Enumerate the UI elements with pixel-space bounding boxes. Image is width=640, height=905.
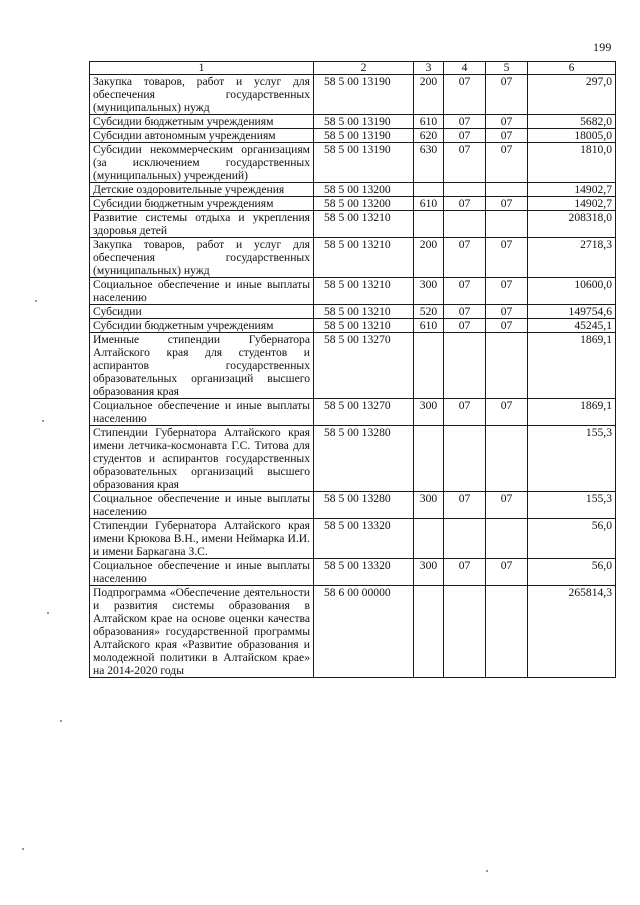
row-amount: 56,0 <box>528 559 616 586</box>
row-name: Детские оздоровительные учреждения <box>90 183 314 197</box>
row-subsection: 07 <box>486 492 528 519</box>
column-header: 1 <box>90 62 314 75</box>
row-subsection <box>486 211 528 238</box>
row-amount: 155,3 <box>528 492 616 519</box>
row-section: 07 <box>444 399 486 426</box>
row-subsection: 07 <box>486 319 528 333</box>
row-expense-type: 610 <box>414 115 444 129</box>
row-section: 07 <box>444 129 486 143</box>
row-expense-type <box>414 519 444 559</box>
row-subsection: 07 <box>486 75 528 115</box>
row-section: 07 <box>444 278 486 305</box>
row-section <box>444 211 486 238</box>
row-code: 58 5 00 13210 <box>314 211 414 238</box>
row-expense-type: 610 <box>414 197 444 211</box>
table-row <box>90 129 616 143</box>
row-amount: 14902,7 <box>528 197 616 211</box>
table-row <box>90 426 616 492</box>
row-name: Субсидии бюджетным учреждениям <box>90 197 314 211</box>
row-name: Субсидии автономным учреждениям <box>90 129 314 143</box>
row-expense-type: 610 <box>414 319 444 333</box>
row-code: 58 5 00 13280 <box>314 492 414 519</box>
row-section: 07 <box>444 492 486 519</box>
table-row <box>90 586 616 678</box>
row-amount: 56,0 <box>528 519 616 559</box>
scan-speck <box>35 300 37 302</box>
row-name: Социальное обеспечение и иные выплаты населению <box>90 399 314 426</box>
row-subsection: 07 <box>486 129 528 143</box>
row-expense-type: 300 <box>414 492 444 519</box>
row-code: 58 5 00 13320 <box>314 559 414 586</box>
row-amount: 297,0 <box>528 75 616 115</box>
row-section: 07 <box>444 319 486 333</box>
row-section: 07 <box>444 238 486 278</box>
row-code: 58 5 00 13210 <box>314 238 414 278</box>
row-section <box>444 586 486 678</box>
row-subsection: 07 <box>486 143 528 183</box>
row-code: 58 5 00 13200 <box>314 183 414 197</box>
row-subsection: 07 <box>486 559 528 586</box>
row-amount: 155,3 <box>528 426 616 492</box>
row-section: 07 <box>444 559 486 586</box>
row-expense-type: 620 <box>414 129 444 143</box>
column-header: 4 <box>444 62 486 75</box>
row-expense-type: 520 <box>414 305 444 319</box>
table-row <box>90 278 616 305</box>
row-name: Социальное обеспечение и иные выплаты населению <box>90 492 314 519</box>
row-name: Субсидии некоммерческим организациям (за исключением государственных (муниципальных) учреждений) <box>90 143 314 183</box>
row-amount: 18005,0 <box>528 129 616 143</box>
table-row <box>90 559 616 586</box>
row-expense-type <box>414 586 444 678</box>
row-expense-type <box>414 183 444 197</box>
row-code: 58 5 00 13210 <box>314 305 414 319</box>
row-code: 58 5 00 13270 <box>314 333 414 399</box>
row-expense-type: 300 <box>414 559 444 586</box>
row-name: Развитие системы отдыха и укрепления здоровья детей <box>90 211 314 238</box>
row-subsection: 07 <box>486 197 528 211</box>
row-name: Субсидии <box>90 305 314 319</box>
row-section <box>444 183 486 197</box>
row-code: 58 6 00 00000 <box>314 586 414 678</box>
row-subsection: 07 <box>486 238 528 278</box>
row-subsection: 07 <box>486 115 528 129</box>
page-number: 199 <box>593 40 612 54</box>
scan-speck <box>486 870 488 872</box>
row-amount: 265814,3 <box>528 586 616 678</box>
table-row <box>90 519 616 559</box>
row-subsection: 07 <box>486 399 528 426</box>
scan-speck <box>47 612 49 614</box>
table-row <box>90 238 616 278</box>
table-row <box>90 115 616 129</box>
table-row <box>90 399 616 426</box>
scan-speck <box>60 720 62 722</box>
budget-table <box>89 61 616 678</box>
row-section: 07 <box>444 197 486 211</box>
column-header: 5 <box>486 62 528 75</box>
row-amount: 1869,1 <box>528 399 616 426</box>
column-header: 3 <box>414 62 444 75</box>
row-subsection <box>486 519 528 559</box>
column-number-row <box>90 62 616 75</box>
row-name: Субсидии бюджетным учреждениям <box>90 319 314 333</box>
row-expense-type: 630 <box>414 143 444 183</box>
column-header: 6 <box>528 62 616 75</box>
table-row <box>90 333 616 399</box>
table-row <box>90 211 616 238</box>
row-section <box>444 426 486 492</box>
row-expense-type: 200 <box>414 238 444 278</box>
row-section: 07 <box>444 305 486 319</box>
row-name: Стипендии Губернатора Алтайского края имени Крюкова В.Н., имени Неймарка И.И. и имени Баркагана З.С. <box>90 519 314 559</box>
row-name: Закупка товаров, работ и услуг для обеспечения государственных (муниципальных) нужд <box>90 238 314 278</box>
row-code: 58 5 00 13190 <box>314 75 414 115</box>
table-row <box>90 319 616 333</box>
row-subsection <box>486 426 528 492</box>
row-amount: 14902,7 <box>528 183 616 197</box>
column-header: 2 <box>314 62 414 75</box>
row-name: Социальное обеспечение и иные выплаты населению <box>90 559 314 586</box>
table-row <box>90 75 616 115</box>
row-code: 58 5 00 13190 <box>314 143 414 183</box>
table-row <box>90 143 616 183</box>
row-code: 58 5 00 13210 <box>314 278 414 305</box>
row-amount: 2718,3 <box>528 238 616 278</box>
table-row <box>90 197 616 211</box>
row-name: Субсидии бюджетным учреждениям <box>90 115 314 129</box>
row-code: 58 5 00 13200 <box>314 197 414 211</box>
row-section <box>444 333 486 399</box>
row-amount: 1869,1 <box>528 333 616 399</box>
row-subsection <box>486 333 528 399</box>
row-expense-type <box>414 211 444 238</box>
row-amount: 10600,0 <box>528 278 616 305</box>
table-row <box>90 492 616 519</box>
row-amount: 5682,0 <box>528 115 616 129</box>
row-name: Стипендии Губернатора Алтайского края имени летчика-космонавта Г.С. Титова для студентов и аспирантов государственных образовательных организаций высшего образования края <box>90 426 314 492</box>
row-name: Закупка товаров, работ и услуг для обеспечения государственных (муниципальных) нужд <box>90 75 314 115</box>
scan-speck <box>22 848 24 850</box>
row-expense-type: 200 <box>414 75 444 115</box>
scan-speck <box>42 420 44 422</box>
row-amount: 45245,1 <box>528 319 616 333</box>
row-subsection: 07 <box>486 305 528 319</box>
row-amount: 149754,6 <box>528 305 616 319</box>
row-code: 58 5 00 13210 <box>314 319 414 333</box>
row-subsection <box>486 183 528 197</box>
row-amount: 1810,0 <box>528 143 616 183</box>
row-code: 58 5 00 13320 <box>314 519 414 559</box>
table-row <box>90 305 616 319</box>
row-expense-type: 300 <box>414 399 444 426</box>
row-section: 07 <box>444 75 486 115</box>
table-row <box>90 183 616 197</box>
row-amount: 208318,0 <box>528 211 616 238</box>
row-section: 07 <box>444 143 486 183</box>
row-code: 58 5 00 13190 <box>314 129 414 143</box>
row-section: 07 <box>444 115 486 129</box>
row-expense-type <box>414 333 444 399</box>
row-name: Подпрограмма «Обеспечение деятельности и развития системы образования в Алтайском крае на основе оценки качества образования» государственной программы Алтайского края «Развитие образования и молодежной политики в Алтайском крае» на 2014-2020 годы <box>90 586 314 678</box>
row-name: Социальное обеспечение и иные выплаты населению <box>90 278 314 305</box>
row-code: 58 5 00 13270 <box>314 399 414 426</box>
row-code: 58 5 00 13190 <box>314 115 414 129</box>
row-code: 58 5 00 13280 <box>314 426 414 492</box>
row-expense-type: 300 <box>414 278 444 305</box>
row-name: Именные стипендии Губернатора Алтайского края для студентов и аспирантов государственных образовательных организаций высшего образования края <box>90 333 314 399</box>
row-section <box>444 519 486 559</box>
row-subsection <box>486 586 528 678</box>
row-expense-type <box>414 426 444 492</box>
row-subsection: 07 <box>486 278 528 305</box>
